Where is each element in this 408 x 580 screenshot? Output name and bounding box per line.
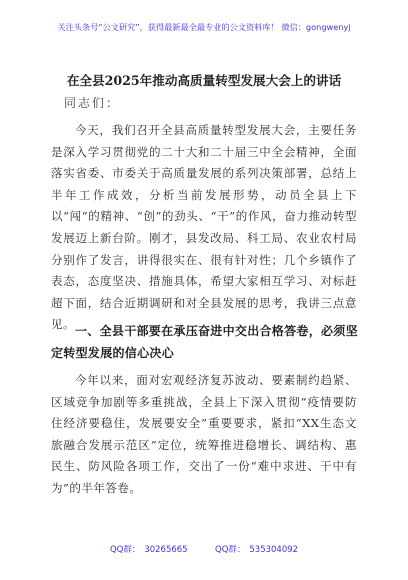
section-heading-1: 一、全县干部要在承压奋进中交出合格答卷，必须坚定转型发展的信心决心	[51, 324, 358, 360]
body-paragraph-1: 今天，我们召开全县高质量转型发展大会，主要任务是深入学习贯彻党的二十大和二十届三中全会精神，全面落实省委、市委关于高质量发展的系列决策部署，总结上半年工作成效，分析当前发展形势，动员全县上下以“闯”的精神、“创”的劲头、“干”的作风，奋力推动转型发展迈上新台阶。刚才，县发改局、科工局、农业农村局分别作了发言，讲得很实在、很有针对性；几个乡镇作了表态，态度坚决、措施具体，希望大家相互学习、对标赶超下面，结合近期调研和对全县发展的思考，我讲三点意见。	[51, 123, 357, 332]
qq-group-number-2[interactable]: 535304092	[249, 545, 299, 555]
body-paragraph-2: 今年以来，面对宏观经济复苏波动、要素制约趋紧、区域竞争加剧等多重挑战，全县上下深入贯彻“疫情要防住经济要稳住，发展要安全”重要要求，紧扣“XX生态文旅融合发展示范区”定位，统筹推进稳增长、调结构、惠民生、防风险各项工作，交出了一份“难中求进、干中有为”的半年答卷。	[51, 373, 357, 495]
qq-group-number-1[interactable]: 30265665	[144, 545, 188, 555]
qq-group-label-1: QQ群：	[109, 545, 141, 555]
document-title: 在全县2025年推动高质量转型发展大会上的讲话	[66, 73, 342, 88]
salutation: 同志们：	[64, 96, 121, 110]
promo-banner[interactable]: 关注头条号“公文研究”，获得最新最全最专业的公文资料库！ 微信：gongwenyj	[57, 22, 351, 32]
qq-footer	[0, 543, 408, 555]
qq-group-label-2: QQ群：	[215, 545, 246, 555]
